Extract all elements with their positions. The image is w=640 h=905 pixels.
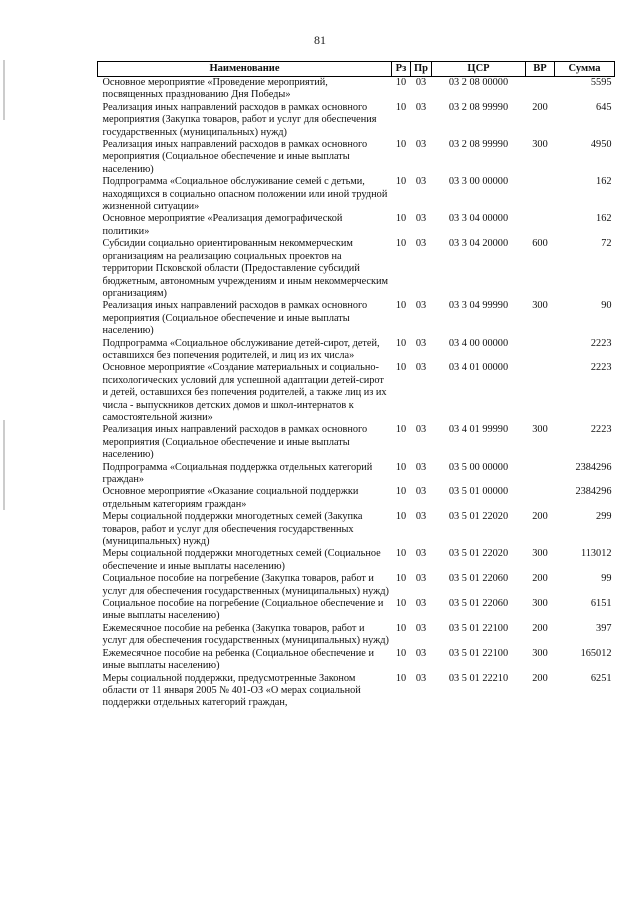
- cell-sum: 2223: [590, 362, 612, 374]
- cell-pr: 03: [415, 548, 427, 560]
- cell-pr: 03: [415, 300, 427, 312]
- cell-name: Меры социальной поддержки, предусмотренные Законом области от 11 января 2005 № 401-ОЗ «О мерах социальной поддержки отдельных категорий граждан,: [102, 672, 361, 709]
- cell-pr: 03: [415, 139, 427, 151]
- cell-name: Подпрограмма «Социальная поддержка отдельных категорий граждан»: [102, 461, 373, 485]
- cell-name: Реализация иных направлений расходов в рамках основного мероприятия (Закупка товаров, работ и услуг для обеспечения государственных (муниципальных) нужд): [102, 101, 377, 138]
- cell-csr: 03 2 08 00000: [448, 77, 509, 88]
- cell-csr: 03 5 00 00000: [448, 461, 509, 473]
- cell-vr: 200: [532, 622, 548, 634]
- cell-csr: 03 5 01 22020: [448, 548, 509, 560]
- cell-name: Подпрограмма «Социальное обслуживание детей-сирот, детей, оставшихся без попечения родителей, и лиц из их числа»: [102, 337, 380, 361]
- table-row: [98, 238, 615, 300]
- cell-sum: 165012: [580, 647, 612, 659]
- cell-pr: 03: [415, 424, 427, 436]
- cell-sum: 162: [596, 213, 612, 225]
- cell-rz: 10: [395, 511, 407, 523]
- cell-rz: 10: [395, 486, 407, 498]
- header-rz: Рз: [392, 62, 411, 77]
- cell-vr: 300: [532, 424, 548, 436]
- cell-pr: 03: [415, 238, 427, 250]
- cell-rz: 10: [395, 598, 407, 610]
- cell-rz: 10: [395, 238, 407, 250]
- table-row: [98, 424, 615, 461]
- cell-vr: [526, 176, 555, 213]
- cell-vr: 200: [532, 573, 548, 585]
- cell-sum: 90: [601, 300, 612, 312]
- cell-sum: 72: [601, 238, 612, 250]
- cell-csr: 03 3 04 99990: [448, 300, 509, 312]
- header-pr: Пр: [411, 62, 432, 77]
- cell-csr: 03 5 01 00000: [448, 486, 509, 498]
- cell-name: Основное мероприятие «Проведение мероприятий, посвященных празднованию Дня Победы»: [102, 77, 328, 101]
- cell-vr: 600: [532, 238, 548, 250]
- cell-sum: 2384296: [575, 461, 612, 473]
- cell-csr: 03 5 01 22060: [448, 598, 509, 610]
- cell-vr: [526, 338, 555, 363]
- cell-vr: [526, 362, 555, 424]
- cell-name: Основное мероприятие «Оказание социальной поддержки отдельным категориям граждан»: [102, 486, 359, 510]
- table-row: [98, 673, 615, 710]
- cell-sum: 6151: [590, 598, 612, 610]
- cell-rz: 10: [395, 300, 407, 312]
- cell-csr: 03 5 01 22100: [448, 647, 509, 659]
- header-vr: ВР: [526, 62, 555, 77]
- cell-sum: 299: [596, 511, 612, 523]
- table-row: [98, 77, 615, 102]
- cell-pr: 03: [415, 647, 427, 659]
- cell-rz: 10: [395, 77, 407, 88]
- header-sum: Сумма: [555, 62, 615, 77]
- cell-pr: 03: [415, 511, 427, 523]
- cell-rz: 10: [395, 461, 407, 473]
- table-row: [98, 102, 615, 139]
- cell-csr: 03 4 01 99990: [448, 424, 509, 436]
- table-row: [98, 623, 615, 648]
- cell-pr: 03: [415, 101, 427, 113]
- table-row: [98, 300, 615, 337]
- cell-vr: 300: [532, 647, 548, 659]
- cell-pr: 03: [415, 77, 427, 88]
- cell-csr: 03 5 01 22060: [448, 573, 509, 585]
- table-row: [98, 338, 615, 363]
- cell-name: Субсидии социально ориентированным некоммерческим организациям на реализацию социальных проектов на территории Псковской области (Предоставление субсидий бюджетным, автономным учреждениям и иным некоммерческим организациям): [102, 238, 389, 299]
- table-row: [98, 548, 615, 573]
- cell-sum: 397: [596, 622, 612, 634]
- cell-csr: 03 4 01 00000: [448, 362, 509, 374]
- cell-name: Основное мероприятие «Реализация демографической политики»: [102, 213, 343, 237]
- cell-pr: 03: [415, 337, 427, 349]
- cell-pr: 03: [415, 213, 427, 225]
- cell-name: Ежемесячное пособие на ребенка (Социальное обеспечение и иные выплаты населению): [102, 647, 374, 672]
- table-header-row: [98, 62, 615, 77]
- cell-vr: [526, 77, 555, 102]
- cell-vr: [526, 462, 555, 487]
- table-row: [98, 598, 615, 623]
- cell-vr: 200: [532, 511, 548, 523]
- cell-vr: [526, 486, 555, 511]
- cell-rz: 10: [395, 573, 407, 585]
- cell-vr: 300: [532, 598, 548, 610]
- cell-rz: 10: [395, 647, 407, 659]
- header-csr: ЦСР: [432, 62, 526, 77]
- cell-pr: 03: [415, 362, 427, 374]
- table-row: [98, 511, 615, 548]
- cell-vr: 200: [532, 101, 548, 113]
- cell-pr: 03: [415, 461, 427, 473]
- cell-name: Социальное пособие на погребение (Социальное обеспечение и иные выплаты населению): [102, 598, 384, 622]
- cell-vr: 200: [532, 672, 548, 684]
- cell-rz: 10: [395, 101, 407, 113]
- table-row: [98, 486, 615, 511]
- cell-sum: 645: [596, 101, 612, 113]
- cell-sum: 5595: [590, 77, 612, 88]
- cell-rz: 10: [395, 176, 407, 188]
- cell-pr: 03: [415, 672, 427, 684]
- cell-rz: 10: [395, 672, 407, 684]
- cell-sum: 2384296: [575, 486, 612, 498]
- cell-vr: 300: [532, 548, 548, 560]
- table-row: [98, 573, 615, 598]
- cell-name: Социальное пособие на погребение (Закупка товаров, работ и услуг для обеспечения государственных (муниципальных) нужд): [102, 573, 389, 597]
- cell-sum: 2223: [590, 337, 612, 349]
- cell-rz: 10: [395, 362, 407, 374]
- cell-csr: 03 3 04 20000: [448, 238, 509, 250]
- cell-csr: 03 3 00 00000: [448, 176, 509, 188]
- cell-pr: 03: [415, 598, 427, 610]
- table-row: [98, 213, 615, 238]
- table-row: [98, 462, 615, 487]
- table-row: [98, 176, 615, 213]
- cell-rz: 10: [395, 213, 407, 225]
- cell-sum: 113012: [580, 548, 612, 560]
- cell-pr: 03: [415, 573, 427, 585]
- cell-csr: 03 2 08 99990: [448, 101, 509, 113]
- cell-vr: 300: [532, 139, 548, 151]
- cell-name: Ежемесячное пособие на ребенка (Закупка товаров, работ и услуг для обеспечения государственных (муниципальных) нужд): [102, 622, 389, 647]
- cell-csr: 03 4 00 00000: [448, 337, 509, 349]
- cell-vr: [526, 213, 555, 238]
- scan-edge-mark: [3, 420, 5, 510]
- cell-sum: 162: [596, 176, 612, 188]
- cell-name: Меры социальной поддержки многодетных семей (Закупка товаров, работ и услуг для обеспечения государственных (муниципальных) нужд): [102, 511, 363, 548]
- cell-name: Основное мероприятие «Создание материальных и социально-психологических условий для успешной адаптации детей-сирот и детей, оставшихся без попечения родителей, а также лиц из их числа - выпускников детских домов и школ-интернатов к самостоятельной жизни»: [102, 362, 387, 423]
- cell-csr: 03 2 08 99990: [448, 139, 509, 151]
- table-row: [98, 362, 615, 424]
- cell-name: Подпрограмма «Социальное обслуживание семей с детьми, находящихся в социально опасном положении или иной трудной жизненной ситуации»: [102, 176, 388, 213]
- table-body: [98, 77, 615, 710]
- cell-rz: 10: [395, 424, 407, 436]
- cell-vr: 300: [532, 300, 548, 312]
- budget-table: [97, 61, 615, 710]
- cell-csr: 03 3 04 00000: [448, 213, 509, 225]
- cell-sum: 4950: [590, 139, 612, 151]
- scan-edge-mark: [3, 60, 5, 120]
- cell-name: Реализация иных направлений расходов в рамках основного мероприятия (Социальное обеспечение и иные выплаты населению): [102, 139, 368, 175]
- table-row: [98, 139, 615, 176]
- cell-sum: 2223: [590, 424, 612, 436]
- cell-csr: 03 5 01 22100: [448, 622, 509, 634]
- cell-pr: 03: [415, 486, 427, 498]
- cell-rz: 10: [395, 548, 407, 560]
- table-row: [98, 648, 615, 673]
- cell-rz: 10: [395, 139, 407, 151]
- cell-csr: 03 5 01 22020: [448, 511, 509, 523]
- cell-name: Реализация иных направлений расходов в рамках основного мероприятия (Социальное обеспечение и иные выплаты населению): [102, 424, 368, 461]
- cell-sum: 99: [601, 573, 612, 585]
- cell-rz: 10: [395, 337, 407, 349]
- cell-pr: 03: [415, 622, 427, 634]
- cell-name: Меры социальной поддержки многодетных семей (Социальное обеспечение и иные выплаты населению): [102, 548, 381, 572]
- cell-sum: 6251: [590, 672, 612, 684]
- cell-csr: 03 5 01 22210: [448, 672, 509, 684]
- cell-pr: 03: [415, 176, 427, 188]
- cell-rz: 10: [395, 622, 407, 634]
- page-number: 81: [314, 33, 326, 47]
- cell-name: Реализация иных направлений расходов в рамках основного мероприятия (Социальное обеспечение и иные выплаты населению): [102, 300, 368, 337]
- header-name: Наименование: [98, 62, 392, 77]
